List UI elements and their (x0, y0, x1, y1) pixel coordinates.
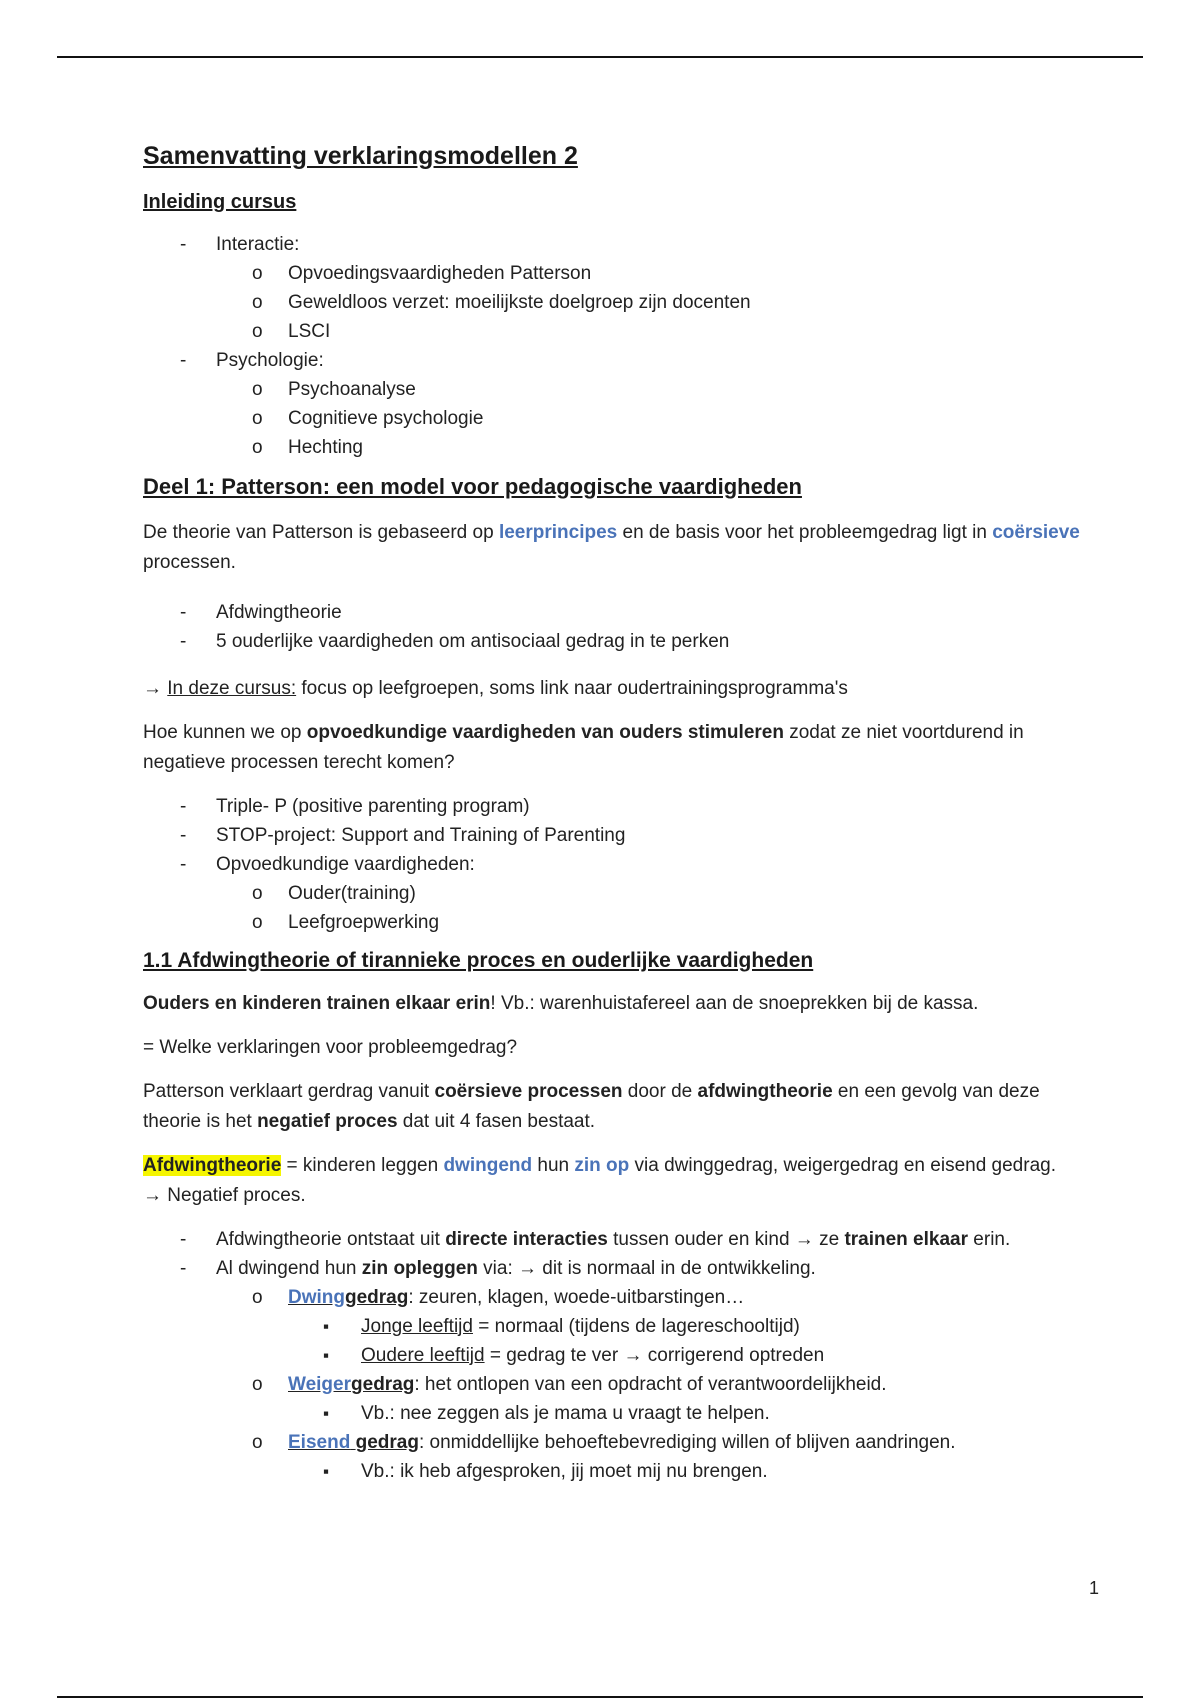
list-item: - STOP-project: Support and Training of Parenting (143, 821, 1103, 850)
list-item: o Ouder(training) (143, 879, 1103, 908)
document-title: Samenvatting verklaringsmodellen 2 (143, 142, 578, 170)
list-item: - Opvoedkundige vaardigheden: (143, 850, 1103, 879)
section-heading: 1.1 Afdwingtheorie of tirannieke proces en ouderlijke vaardigheden (143, 948, 814, 972)
list-item: o Hechting (143, 433, 1103, 462)
part1-heading: Deel 1: Patterson: een model voor pedagogische vaardigheden (143, 473, 802, 499)
intro-list (143, 230, 1103, 462)
list-item: - 5 ouderlijke vaardigheden om antisociaal gedrag in te perken (143, 627, 1103, 656)
intro-heading: Inleiding cursus (143, 190, 297, 213)
afdwing-list (143, 1225, 1103, 1486)
list-item: ▪ Vb.: ik heb afgesproken, jij moet mij nu brengen. (143, 1457, 1103, 1486)
list-item: o Opvoedingsvaardigheden Patterson (143, 259, 1103, 288)
paragraph: De theorie van Patterson is gebaseerd op leerprincipes en de basis voor het probleemgedrag ligt in coërsieve processen. (143, 521, 1080, 573)
list-item: o Cognitieve psychologie (143, 404, 1103, 433)
list-item: o Weigergedrag: het ontlopen van een opdracht of verantwoordelijkheid. (143, 1370, 1103, 1399)
list-item: - Afdwingtheorie (143, 598, 1103, 627)
list-item: o Psychoanalyse (143, 375, 1103, 404)
header-rule (57, 56, 1143, 58)
list-item: - Triple- P (positive parenting program) (143, 792, 1103, 821)
list-item: - Afdwingtheorie ontstaat uit directe interacties tussen ouder en kind → ze trainen elkaar erin. (143, 1225, 1103, 1254)
keyword: zin op (574, 1154, 630, 1176)
list-item: - Al dwingend hun zin opleggen via: → dit is normaal in de ontwikkeling. (143, 1254, 1103, 1283)
list-item: - Interactie: (143, 230, 1103, 259)
paragraph: Patterson verklaart gerdrag vanuit coërsieve processen door de afdwingtheorie en een gevolg van deze theorie is het negatief proces dat uit 4 fasen bestaat. (143, 1080, 1040, 1132)
list-item: o LSCI (143, 317, 1103, 346)
paragraph: Hoe kunnen we op opvoedkundige vaardigheden van ouders stimuleren zodat ze niet voortdurend in negatieve processen terecht komen? (143, 721, 1024, 773)
highlighted-term: Afdwingtheorie (143, 1154, 282, 1176)
paragraph: Afdwingtheorie = kinderen leggen dwingend hun zin op via dwinggedrag, weigergedrag en eisend gedrag. → Negatief proces. (143, 1154, 1056, 1206)
list-item: o Eisend gedrag: onmiddellijke behoeftebevrediging willen of blijven aandringen. (143, 1428, 1103, 1457)
paragraph: → In deze cursus: focus op leefgroepen, soms link naar oudertrainingsprogramma's (143, 677, 848, 699)
list-item: o Geweldloos verzet: moeilijkste doelgroep zijn docenten (143, 288, 1103, 317)
list-item: - Psychologie: (143, 346, 1103, 375)
footer-rule (57, 1696, 1143, 1698)
list-item: ▪ Jonge leeftijd = normaal (tijdens de lagereschooltijd) (143, 1312, 1103, 1341)
arrow-icon: → (143, 677, 162, 699)
list-item: o Dwinggedrag: zeuren, klagen, woede-uitbarstingen… (143, 1283, 1103, 1312)
list-item: ▪ Oudere leeftijd = gedrag te ver → corrigerend optreden (143, 1341, 1103, 1370)
keyword: dwingend (443, 1154, 533, 1176)
keyword: leerprincipes (498, 521, 618, 543)
programs-list (143, 792, 1103, 937)
paragraph: Ouders en kinderen trainen elkaar erin! Vb.: warenhuistafereel aan de snoeprekken bij de kassa. (143, 992, 979, 1014)
patterson-list (143, 598, 1103, 656)
paragraph: = Welke verklaringen voor probleemgedrag? (143, 1036, 518, 1058)
list-item: o Leefgroepwerking (143, 908, 1103, 937)
keyword: coërsieve (992, 521, 1080, 543)
document-body (143, 140, 1103, 1498)
page-number: 1 (1089, 1578, 1100, 1598)
list-item: ▪ Vb.: nee zeggen als je mama u vraagt te helpen. (143, 1399, 1103, 1428)
